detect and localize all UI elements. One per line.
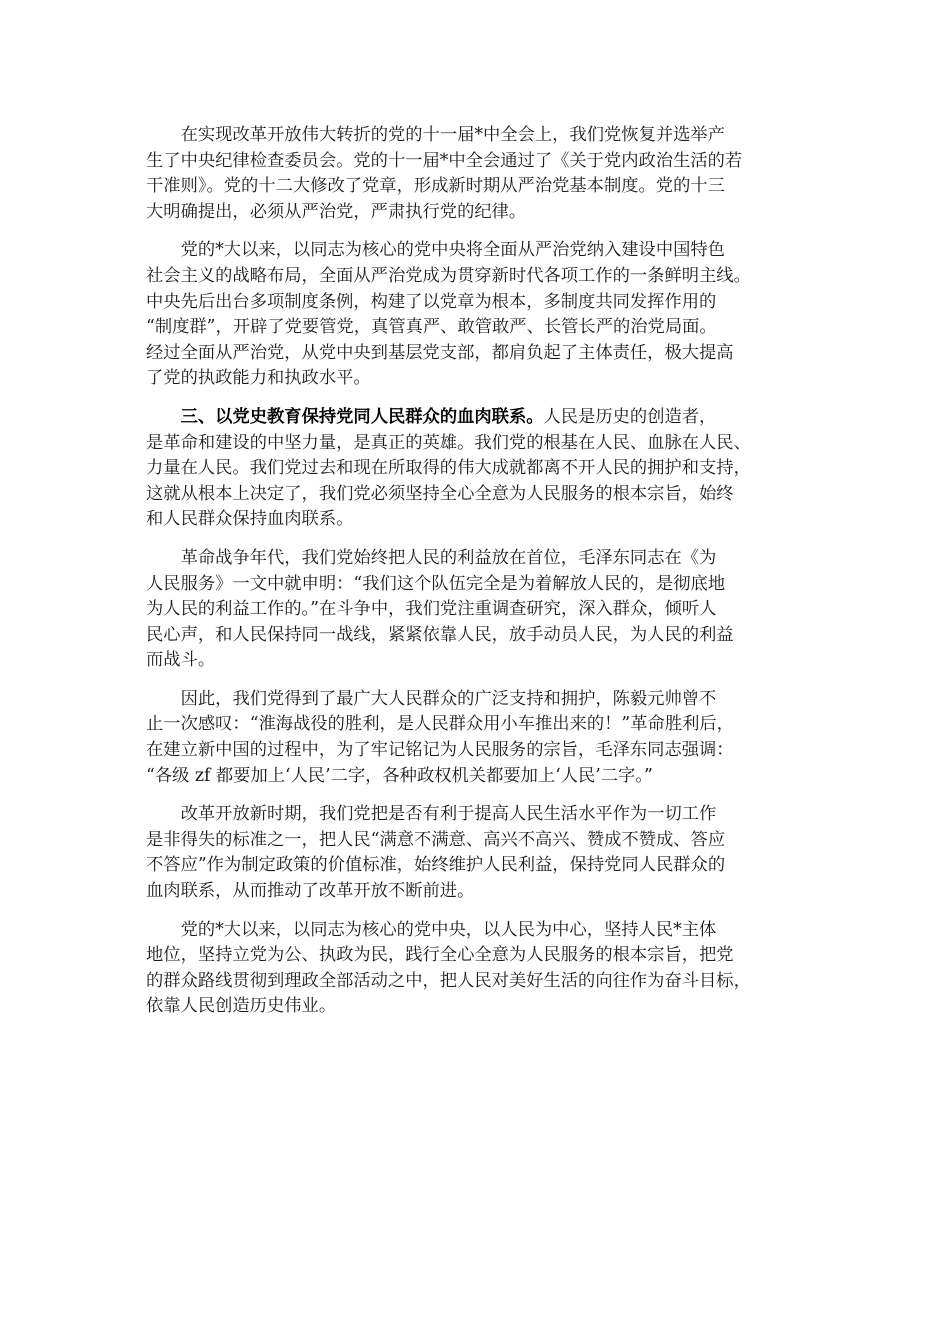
paragraph-text: 人民是历史的创造者， 是革命和建设的中坚力量，是真正的英雄。我们党的根基在人民、血脉在人民、 力量在人民。我们党过去和现在所取得的伟大成就都离不开人民的拥护和支持， 这就从根本上决定了，我们党必须坚持全心全意为人民服务的根本宗旨，始终 和人民群众保持血肉联系。 <box>146 406 751 530</box>
paragraph-2 <box>146 238 808 392</box>
paragraph-text: 改革开放新时期，我们党把是否有利于提高人民生活水平作为一切工作 是非得失的标准之一，把人民“满意不满意、高兴不高兴、赞成不赞成、答应 不答应”作为制定政策的价值标准，始终维护人民利益，保持党同人民群众的 血肉联系，从而推动了改革开放不断前进。 <box>146 804 726 902</box>
paragraph-text: 因此，我们党得到了最广大人民群众的广泛支持和拥护，陈毅元帅曾不 止一次感叹：“淮海战役的胜利，是人民群众用小车推出来的！”革命胜利后， 在建立新中国的过程中，为了牢记铭记为人民服务的宗旨，毛泽东同志强调： “各级 zf 都要加上‘人民’二字，各种政权机关都要加上‘人民’二字。” <box>146 688 734 786</box>
paragraph-3 <box>146 405 808 533</box>
paragraph-text: 党的*大以来，以同志为核心的党中央将全面从严治党纳入建设中国特色 社会主义的战略布局，全面从严治党成为贯穿新时代各项工作的一条鲜明主线。 中央先后出台多项制度条例，构建了以党章为根本，多制度共同发挥作用的 “制度群”，开辟了党要管党，真管真严、敢管敢严、长管长严的治党局面。 经过全面从严治党，从党中央到基层党支部，都肩负起了主体责任，极大提高 了党的执政能力和执政水平。 <box>146 240 751 389</box>
document-body <box>146 123 808 1033</box>
paragraph-text: 革命战争年代，我们党始终把人民的利益放在首位，毛泽东同志在《为 人民服务》一文中就申明：“我们这个队伍完全是为着解放人民的，是彻底地 为人民的利益工作的。”在斗争中，我们党注重调查研究，深入群众，倾听人 民心声，和人民保持同一战线，紧紧依靠人民，放手动员人民，为人民的利益 而战斗。 <box>146 547 734 671</box>
paragraph-1 <box>146 123 808 225</box>
paragraph-4 <box>146 546 808 674</box>
paragraph-6 <box>146 802 808 904</box>
paragraph-text: 党的*大以来，以同志为核心的党中央，以人民为中心，坚持人民*主体 地位，坚持立党为公、执政为民，践行全心全意为人民服务的根本宗旨，把党 的群众路线贯彻到理政全部活动之中，把人民对美好生活的向往作为奋斗目标， 依靠人民创造历史伟业。 <box>146 919 751 1017</box>
paragraph-5 <box>146 687 808 789</box>
section-heading: 三、以党史教育保持党同人民群众的血肉联系。 <box>180 406 544 427</box>
paragraph-7 <box>146 918 808 1020</box>
paragraph-text: 在实现改革开放伟大转折的党的十一届*中全会上，我们党恢复并选举产 生了中央纪律检查委员会。党的十一届*中全会通过了《关于党内政治生活的若 干准则》。党的十二大修改了党章，形成新时期从严治党基本制度。党的十三 大明确提出，必须从严治党，严肃执行党的纪律。 <box>146 125 743 222</box>
